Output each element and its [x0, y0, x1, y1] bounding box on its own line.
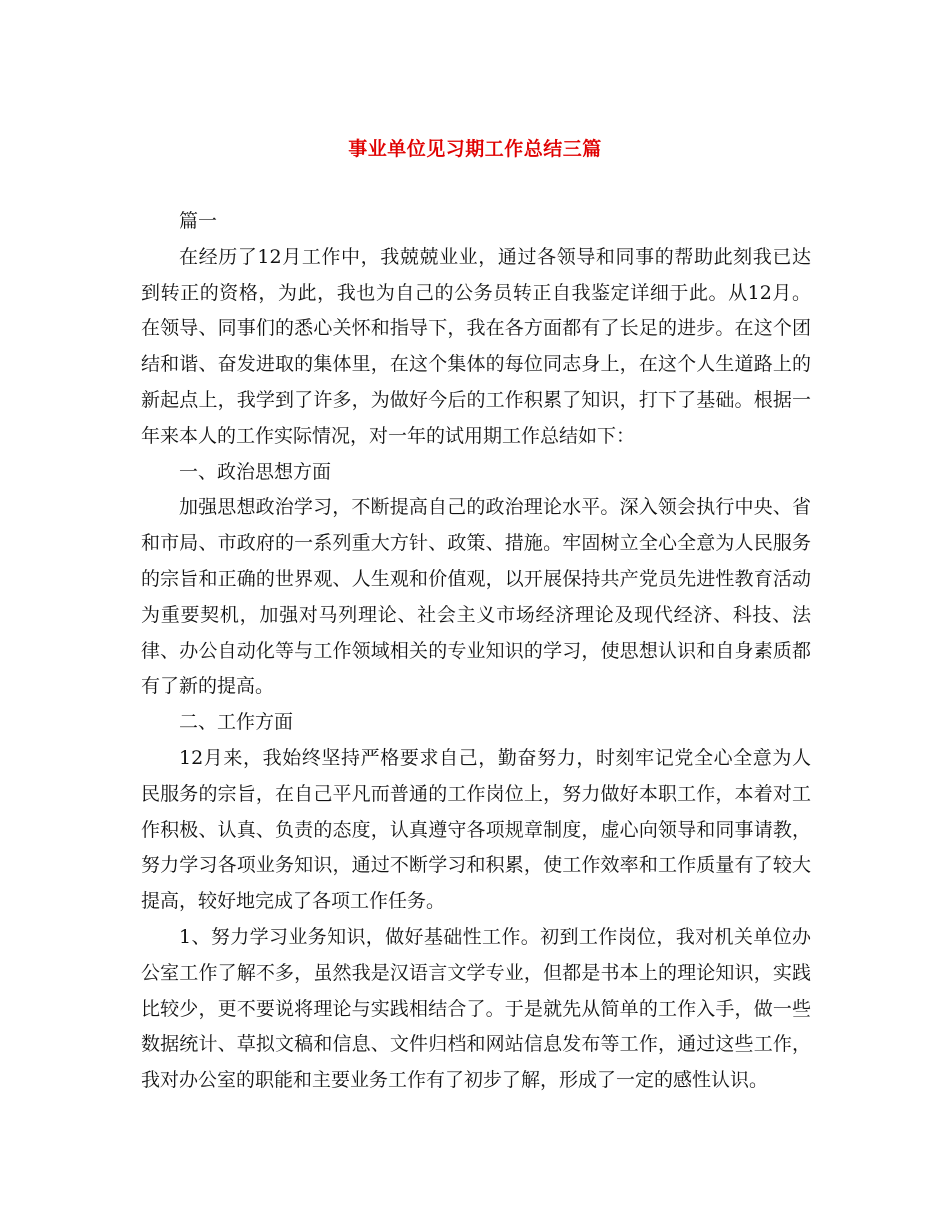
political-paragraph: 加强思想政治学习，不断提高自己的政治理论水平。深入领会执行中央、省和市局、市政府的一系列重大方针、政策、措施。牢固树立全心全意为人民服务的宗旨和正确的世界观、人生观和价值观，以开展保持共产党员先进性教育活动为重要契机，加强对马列理论、社会主义市场经济理论及现代经济、科技、法律、办公自动化等与工作领域相关的专业知识的学习，使思想认识和自身素质都有了新的提高。: [141, 496, 811, 698]
section-heading-political: 一、政治思想方面: [179, 460, 332, 483]
work-paragraph: 12月来，我始终坚持严格要求自己，勤奋努力，时刻牢记党全心全意为人民服务的宗旨，在自己平凡而普通的工作岗位上，努力做好本职工作，本着对工作积极、认真、负责的态度，认真遵守各项规章制度，虚心向领导和同事请教，努力学习各项业务知识，通过不断学习和积累，使工作效率和工作质量有了较大提高，较好地完成了各项工作任务。: [141, 746, 811, 913]
study-paragraph: 1、努力学习业务知识，做好基础性工作。初到工作岗位，我对机关单位办公室工作了解不多，虽然我是汉语言文学专业，但都是书本上的理论知识，实践比较少，更不要说将理论与实践相结合了。于是就先从简单的工作入手，做一些数据统计、草拟文稿和信息、文件归档和网站信息发布等工作，通过这些工作，我对办公室的职能和主要业务工作有了初步了解，形成了一定的感性认识。: [141, 925, 811, 1092]
document-title: 事业单位见习期工作总结三篇: [348, 138, 602, 160]
document-body: [141, 204, 811, 1099]
intro-paragraph: 在经历了12月工作中，我兢兢业业，通过各领导和同事的帮助此刻我已达到转正的资格，为此，我也为自己的公务员转正自我鉴定详细于此。从12月。在领导、同事们的悉心关怀和指导下，我在各方面都有了长足的进步。在这个团结和谐、奋发进取的集体里，在这个集体的每位同志身上，在这个人生道路上的新起点上，我学到了许多，为做好今后的工作积累了知识，打下了基础。根据一年来本人的工作实际情况，对一年的试用期工作总结如下：: [141, 245, 811, 447]
section-heading-part-one: 篇一: [179, 210, 218, 232]
section-heading-work: 二、工作方面: [179, 711, 294, 734]
